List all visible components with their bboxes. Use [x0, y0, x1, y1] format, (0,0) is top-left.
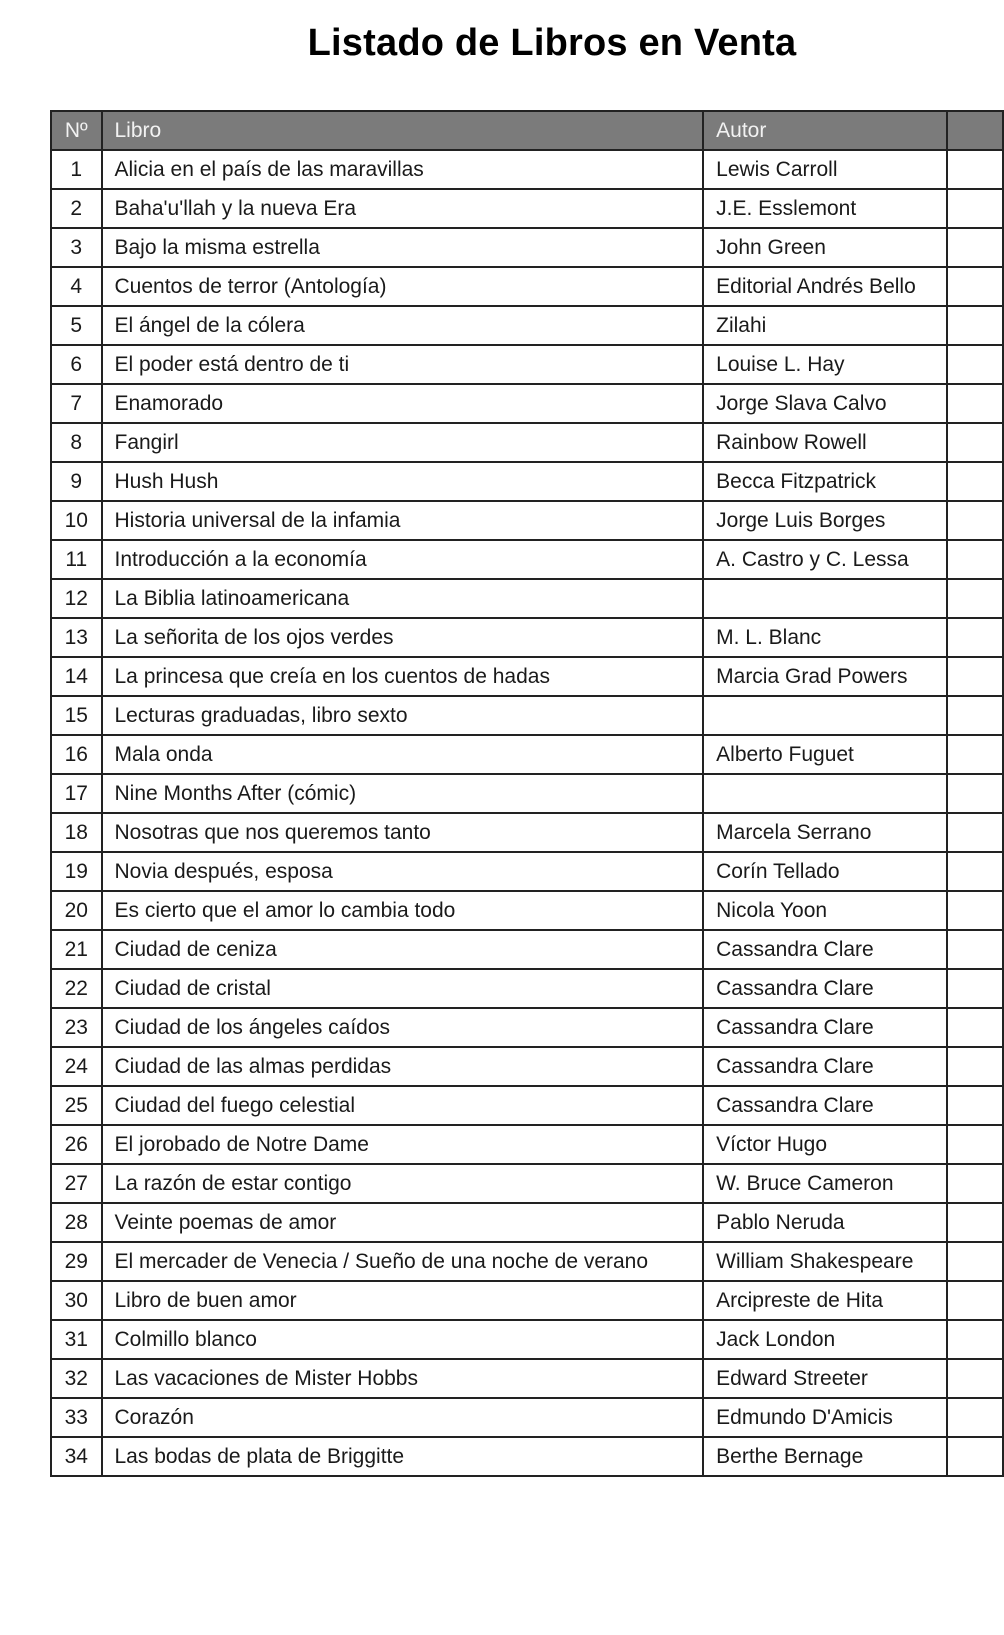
row-book-title: La razón de estar contigo	[102, 1164, 704, 1203]
row-author: Edmundo D'Amicis	[703, 1398, 947, 1437]
header-author: Autor	[703, 111, 947, 150]
table-row	[51, 579, 1003, 618]
row-author: Zilahi	[703, 306, 947, 345]
row-book-title: El poder está dentro de ti	[102, 345, 704, 384]
table-row	[51, 618, 1003, 657]
row-author: Edward Streeter	[703, 1359, 947, 1398]
row-book-title: Cuentos de terror (Antología)	[102, 267, 704, 306]
row-book-title: Fangirl	[102, 423, 704, 462]
row-extra	[947, 969, 1003, 1008]
table-row	[51, 1281, 1003, 1320]
row-author: Cassandra Clare	[703, 1086, 947, 1125]
row-book-title: Nine Months After (cómic)	[102, 774, 704, 813]
table-row	[51, 462, 1003, 501]
row-extra	[947, 1164, 1003, 1203]
row-book-title: Ciudad de cristal	[102, 969, 704, 1008]
header-book: Libro	[102, 111, 704, 150]
row-book-title: Las bodas de plata de Briggitte	[102, 1437, 704, 1476]
row-number: 33	[51, 1398, 102, 1437]
row-author: Marcia Grad Powers	[703, 657, 947, 696]
row-extra	[947, 1281, 1003, 1320]
row-number: 31	[51, 1320, 102, 1359]
table-row	[51, 1047, 1003, 1086]
table-row	[51, 1203, 1003, 1242]
row-book-title: Bajo la misma estrella	[102, 228, 704, 267]
row-extra	[947, 540, 1003, 579]
row-extra	[947, 189, 1003, 228]
row-extra	[947, 306, 1003, 345]
row-number: 1	[51, 150, 102, 189]
row-number: 16	[51, 735, 102, 774]
row-book-title: Lecturas graduadas, libro sexto	[102, 696, 704, 735]
table-row	[51, 774, 1003, 813]
row-number: 27	[51, 1164, 102, 1203]
row-extra	[947, 1359, 1003, 1398]
row-extra	[947, 1437, 1003, 1476]
row-author: Jorge Slava Calvo	[703, 384, 947, 423]
row-author: Cassandra Clare	[703, 1047, 947, 1086]
row-extra	[947, 579, 1003, 618]
row-extra	[947, 1008, 1003, 1047]
table-row	[51, 306, 1003, 345]
row-author: Nicola Yoon	[703, 891, 947, 930]
row-extra	[947, 930, 1003, 969]
row-author: Cassandra Clare	[703, 969, 947, 1008]
row-author: W. Bruce Cameron	[703, 1164, 947, 1203]
row-number: 22	[51, 969, 102, 1008]
row-number: 13	[51, 618, 102, 657]
row-book-title: Veinte poemas de amor	[102, 1203, 704, 1242]
table-row	[51, 501, 1003, 540]
row-extra	[947, 423, 1003, 462]
row-number: 9	[51, 462, 102, 501]
row-author: Cassandra Clare	[703, 1008, 947, 1047]
row-book-title: Novia después, esposa	[102, 852, 704, 891]
row-number: 28	[51, 1203, 102, 1242]
table-row	[51, 969, 1003, 1008]
row-number: 6	[51, 345, 102, 384]
row-number: 17	[51, 774, 102, 813]
row-author: Rainbow Rowell	[703, 423, 947, 462]
row-book-title: Hush Hush	[102, 462, 704, 501]
table-row	[51, 1359, 1003, 1398]
row-author: Jack London	[703, 1320, 947, 1359]
table-row	[51, 930, 1003, 969]
row-number: 11	[51, 540, 102, 579]
table-row	[51, 1242, 1003, 1281]
row-book-title: La señorita de los ojos verdes	[102, 618, 704, 657]
row-book-title: Ciudad del fuego celestial	[102, 1086, 704, 1125]
row-book-title: Colmillo blanco	[102, 1320, 704, 1359]
row-extra	[947, 462, 1003, 501]
table-row	[51, 813, 1003, 852]
row-author: J.E. Esslemont	[703, 189, 947, 228]
row-extra	[947, 696, 1003, 735]
table-row	[51, 852, 1003, 891]
table-row	[51, 891, 1003, 930]
row-author: John Green	[703, 228, 947, 267]
row-number: 30	[51, 1281, 102, 1320]
table-row	[51, 1086, 1003, 1125]
row-extra	[947, 891, 1003, 930]
row-number: 34	[51, 1437, 102, 1476]
row-number: 15	[51, 696, 102, 735]
row-number: 14	[51, 657, 102, 696]
row-extra	[947, 657, 1003, 696]
row-number: 21	[51, 930, 102, 969]
row-number: 5	[51, 306, 102, 345]
row-extra	[947, 1047, 1003, 1086]
row-extra	[947, 384, 1003, 423]
row-book-title: Ciudad de ceniza	[102, 930, 704, 969]
row-number: 4	[51, 267, 102, 306]
row-author: Lewis Carroll	[703, 150, 947, 189]
row-extra	[947, 1320, 1003, 1359]
row-number: 12	[51, 579, 102, 618]
row-extra	[947, 501, 1003, 540]
row-book-title: El jorobado de Notre Dame	[102, 1125, 704, 1164]
row-book-title: Historia universal de la infamia	[102, 501, 704, 540]
row-extra	[947, 774, 1003, 813]
row-book-title: Ciudad de los ángeles caídos	[102, 1008, 704, 1047]
page-title: Listado de Libros en Venta	[307, 22, 797, 64]
row-author: William Shakespeare	[703, 1242, 947, 1281]
row-book-title: Mala onda	[102, 735, 704, 774]
row-number: 26	[51, 1125, 102, 1164]
row-extra	[947, 1086, 1003, 1125]
row-extra	[947, 267, 1003, 306]
row-extra	[947, 735, 1003, 774]
row-book-title: Nosotras que nos queremos tanto	[102, 813, 704, 852]
table-row	[51, 540, 1003, 579]
row-extra	[947, 1125, 1003, 1164]
row-extra	[947, 228, 1003, 267]
row-author: Arcipreste de Hita	[703, 1281, 947, 1320]
table-row	[51, 735, 1003, 774]
row-book-title: Libro de buen amor	[102, 1281, 704, 1320]
row-author: Becca Fitzpatrick	[703, 462, 947, 501]
table-row	[51, 1398, 1003, 1437]
row-author: Cassandra Clare	[703, 930, 947, 969]
table-row	[51, 657, 1003, 696]
row-author: M. L. Blanc	[703, 618, 947, 657]
row-book-title: La Biblia latinoamericana	[102, 579, 704, 618]
row-number: 7	[51, 384, 102, 423]
row-extra	[947, 813, 1003, 852]
row-number: 18	[51, 813, 102, 852]
table-row	[51, 267, 1003, 306]
row-author: Víctor Hugo	[703, 1125, 947, 1164]
row-author	[703, 696, 947, 735]
row-number: 23	[51, 1008, 102, 1047]
row-book-title: Introducción a la economía	[102, 540, 704, 579]
table-row	[51, 150, 1003, 189]
row-extra	[947, 1398, 1003, 1437]
row-book-title: El mercader de Venecia / Sueño de una noche de verano	[102, 1242, 704, 1281]
row-extra	[947, 150, 1003, 189]
books-table	[50, 110, 1004, 1477]
row-book-title: La princesa que creía en los cuentos de hadas	[102, 657, 704, 696]
row-book-title: Corazón	[102, 1398, 704, 1437]
table-row	[51, 384, 1003, 423]
row-author: Marcela Serrano	[703, 813, 947, 852]
row-extra	[947, 1203, 1003, 1242]
row-book-title: Alicia en el país de las maravillas	[102, 150, 704, 189]
table-row	[51, 1125, 1003, 1164]
table-row	[51, 1008, 1003, 1047]
table-row	[51, 696, 1003, 735]
row-number: 32	[51, 1359, 102, 1398]
row-extra	[947, 618, 1003, 657]
row-number: 3	[51, 228, 102, 267]
row-book-title: Ciudad de las almas perdidas	[102, 1047, 704, 1086]
row-number: 29	[51, 1242, 102, 1281]
row-number: 10	[51, 501, 102, 540]
row-book-title: Enamorado	[102, 384, 704, 423]
table-row	[51, 1320, 1003, 1359]
table-row	[51, 189, 1003, 228]
header-extra	[947, 111, 1003, 150]
row-author: Berthe Bernage	[703, 1437, 947, 1476]
row-number: 8	[51, 423, 102, 462]
row-extra	[947, 345, 1003, 384]
row-author	[703, 579, 947, 618]
row-author: A. Castro y C. Lessa	[703, 540, 947, 579]
table-row	[51, 423, 1003, 462]
table-body	[51, 150, 1003, 1476]
row-book-title: El ángel de la cólera	[102, 306, 704, 345]
row-number: 2	[51, 189, 102, 228]
table-row	[51, 1164, 1003, 1203]
row-author: Alberto Fuguet	[703, 735, 947, 774]
row-extra	[947, 1242, 1003, 1281]
header-number: Nº	[51, 111, 102, 150]
row-number: 25	[51, 1086, 102, 1125]
row-book-title: Es cierto que el amor lo cambia todo	[102, 891, 704, 930]
row-author: Corín Tellado	[703, 852, 947, 891]
row-number: 24	[51, 1047, 102, 1086]
row-number: 19	[51, 852, 102, 891]
table-header-row	[51, 111, 1003, 150]
row-number: 20	[51, 891, 102, 930]
table-row	[51, 228, 1003, 267]
row-author: Jorge Luis Borges	[703, 501, 947, 540]
row-author: Editorial Andrés Bello	[703, 267, 947, 306]
table-row	[51, 1437, 1003, 1476]
table-row	[51, 345, 1003, 384]
row-book-title: Baha'u'llah y la nueva Era	[102, 189, 704, 228]
row-author: Pablo Neruda	[703, 1203, 947, 1242]
row-extra	[947, 852, 1003, 891]
row-book-title: Las vacaciones de Mister Hobbs	[102, 1359, 704, 1398]
row-author	[703, 774, 947, 813]
row-author: Louise L. Hay	[703, 345, 947, 384]
